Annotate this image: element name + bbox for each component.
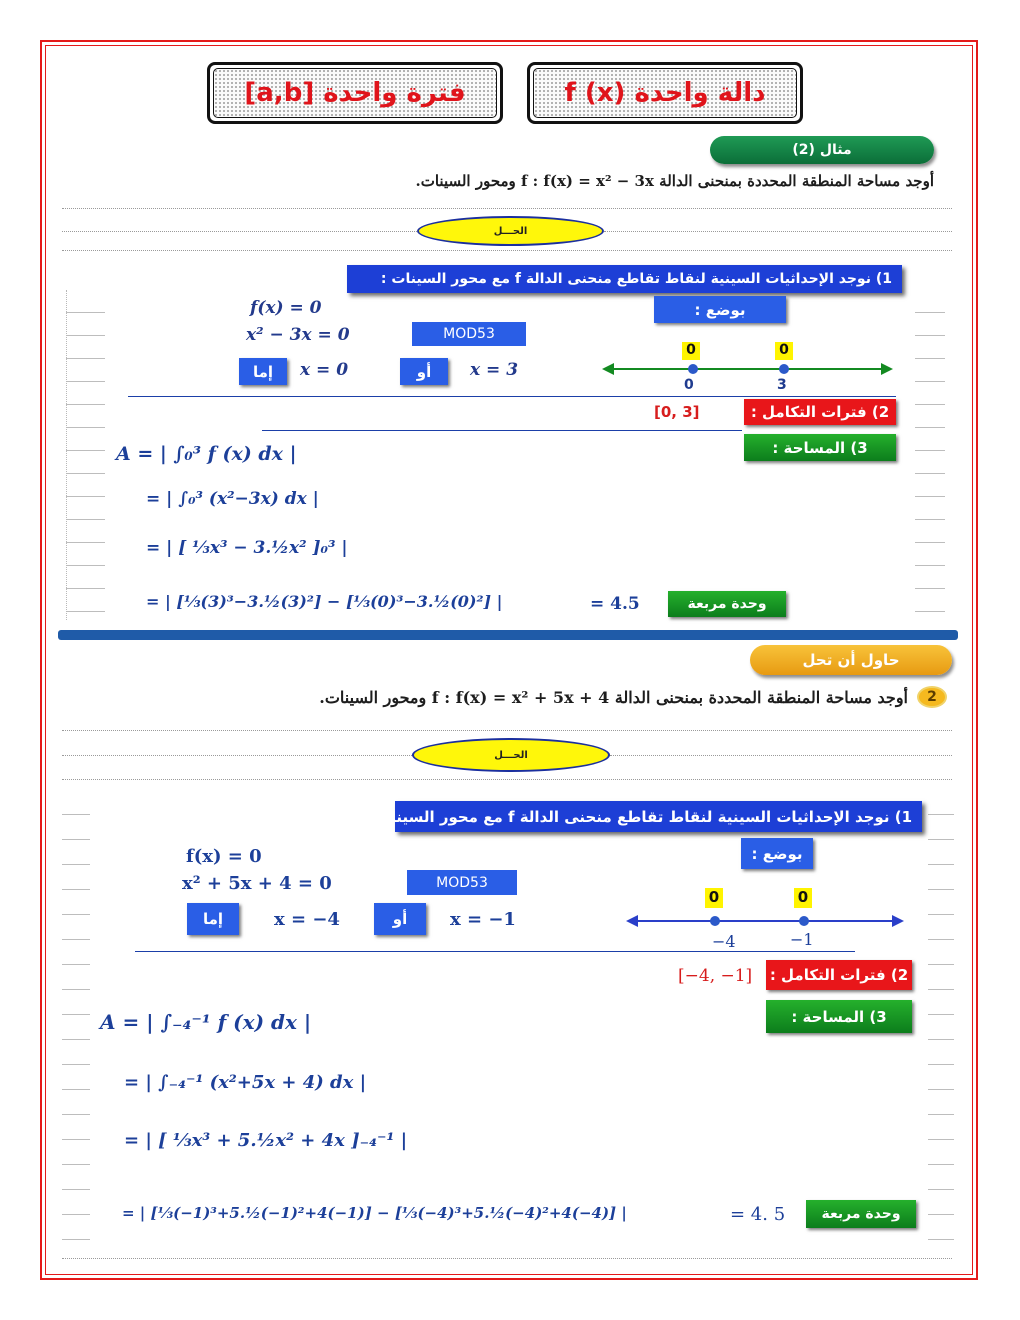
place-label: بوضع :: [741, 838, 813, 869]
number-line-point: [799, 916, 809, 926]
dotted-line: [62, 208, 952, 209]
exercise-number: 2: [917, 686, 947, 708]
zero-tag: 0: [682, 342, 700, 360]
arrow-right-icon: [881, 363, 893, 375]
solution-smiley: [412, 738, 610, 772]
either-label: إما: [239, 358, 287, 385]
margin-dots-right: [915, 290, 945, 620]
header-box-function: [527, 62, 803, 124]
example-question: أوجد مساحة المنطقة المحددة بمنحنى الدالة f : f(x) = x² − 3x ومحور السينات.: [415, 172, 934, 190]
number-line: [600, 358, 895, 380]
interval-value: [0, 3]: [654, 403, 700, 421]
divider-line: [262, 430, 742, 431]
divider-line: [135, 951, 855, 952]
mode-label: MOD53: [407, 870, 517, 895]
dotted-line: [62, 779, 952, 780]
equation-quadratic: x² − 3x = 0: [246, 325, 350, 345]
area-line-1: A = | ∫₋₄⁻¹ f (x) dx |: [100, 1010, 312, 1034]
number-line: [624, 910, 906, 932]
number-line-label: 0: [684, 377, 694, 393]
number-line-point: [779, 364, 789, 374]
dotted-line: [62, 250, 952, 251]
step1-banner: [347, 265, 902, 293]
number-line-point: [688, 364, 698, 374]
margin-dots-right: [928, 790, 954, 1260]
area-line-3: = | [ ⅓x³ + 5.½x² + 4x ]₋₄⁻¹ |: [124, 1130, 408, 1151]
place-label: بوضع :: [654, 296, 786, 323]
unit-label: وحدة مربعة: [668, 591, 786, 617]
step2-label: 2) فترات التكامل :: [766, 960, 912, 990]
zero-tag: 0: [705, 888, 723, 908]
divider-line: [128, 396, 896, 397]
area-line-3: = | [ ⅓x³ − 3.½x² ]₀³ |: [146, 538, 348, 558]
either-label: إما: [187, 903, 239, 935]
root-second: x = 3: [470, 360, 519, 380]
exercise-badge: حاول أن تحل: [750, 645, 952, 675]
equation-fx-zero: f(x) = 0: [186, 846, 262, 867]
dotted-line: [604, 231, 952, 232]
number-line-label: −4: [712, 932, 736, 951]
dotted-line: [62, 1258, 952, 1259]
margin-dots-left: [62, 790, 90, 1260]
dotted-line: [62, 730, 952, 731]
dotted-line: [610, 755, 952, 756]
arrow-right-icon: [892, 915, 904, 927]
step3-label: 3) المساحة :: [766, 1000, 912, 1033]
margin-dots-left: [66, 290, 105, 620]
solution-label: الحـــل: [493, 225, 528, 237]
area-line-1: A = | ∫₀³ f (x) dx |: [116, 443, 297, 465]
step3-label: 3) المساحة :: [744, 434, 896, 461]
or-label: أو: [400, 358, 448, 385]
solution-label: الحـــل: [494, 749, 528, 761]
arrow-left-icon: [626, 915, 638, 927]
or-label: أو: [374, 903, 426, 935]
exercise-question: أوجد مساحة المنطقة المحددة بمنحنى الدالة f : f(x) = x² + 5x + 4 ومحور السينات.: [319, 688, 908, 707]
root-second: x = −1: [450, 909, 516, 930]
dotted-line: [62, 755, 412, 756]
area-line-2: = | ∫₀³ (x²−3x) dx |: [146, 489, 319, 509]
area-line-2: = | ∫₋₄⁻¹ (x²+5x + 4) dx |: [124, 1072, 367, 1093]
step1-banner: [369, 801, 922, 832]
section-separator: [58, 630, 958, 640]
example-badge: مثال (2): [710, 136, 934, 164]
area-result: = 4. 5: [730, 1204, 786, 1225]
equation-quadratic: x² + 5x + 4 = 0: [182, 873, 332, 894]
number-line-point: [710, 916, 720, 926]
number-line-label: 3: [777, 377, 787, 393]
step1-text: 1) نوجد الإحداثيات السينية لنقاط تقاطع منحنى الدالة f مع محور السينات:: [369, 807, 912, 826]
mode-label: MOD53: [412, 322, 526, 346]
zero-tag: 0: [775, 342, 793, 360]
header-title-function: دالة واحدة f (x): [533, 68, 797, 118]
interval-value: [−4, −1]: [678, 966, 753, 986]
dotted-line: [62, 231, 417, 232]
area-line-4: = | [⅓(3)³−3.½(3)²] − [⅓(0)³−3.½(0)²] |: [146, 592, 503, 611]
area-line-4: = | [⅓(−1)³+5.½(−1)²+4(−1)] − [⅓(−4)³+5.½(−4)²+4(−4)] |: [122, 1204, 627, 1222]
unit-label: وحدة مربعة: [806, 1200, 916, 1228]
zero-tag: 0: [794, 888, 812, 908]
root-first: x = −4: [274, 909, 340, 930]
step2-label: 2) فترات التكامل :: [744, 399, 896, 425]
header-box-interval: [207, 62, 503, 124]
solution-smiley: [417, 216, 604, 246]
step1-text: 1) نوجد الإحداثيات السينية لنقاط تقاطع منحنى الدالة f مع محور السينات :: [380, 271, 892, 287]
header-title-interval: فترة واحدة [a,b]: [213, 68, 497, 118]
arrow-left-icon: [602, 363, 614, 375]
area-result: = 4.5: [590, 594, 640, 614]
equation-fx-zero: f(x) = 0: [250, 298, 322, 318]
root-first: x = 0: [300, 360, 349, 380]
number-line-label: −1: [790, 930, 814, 949]
